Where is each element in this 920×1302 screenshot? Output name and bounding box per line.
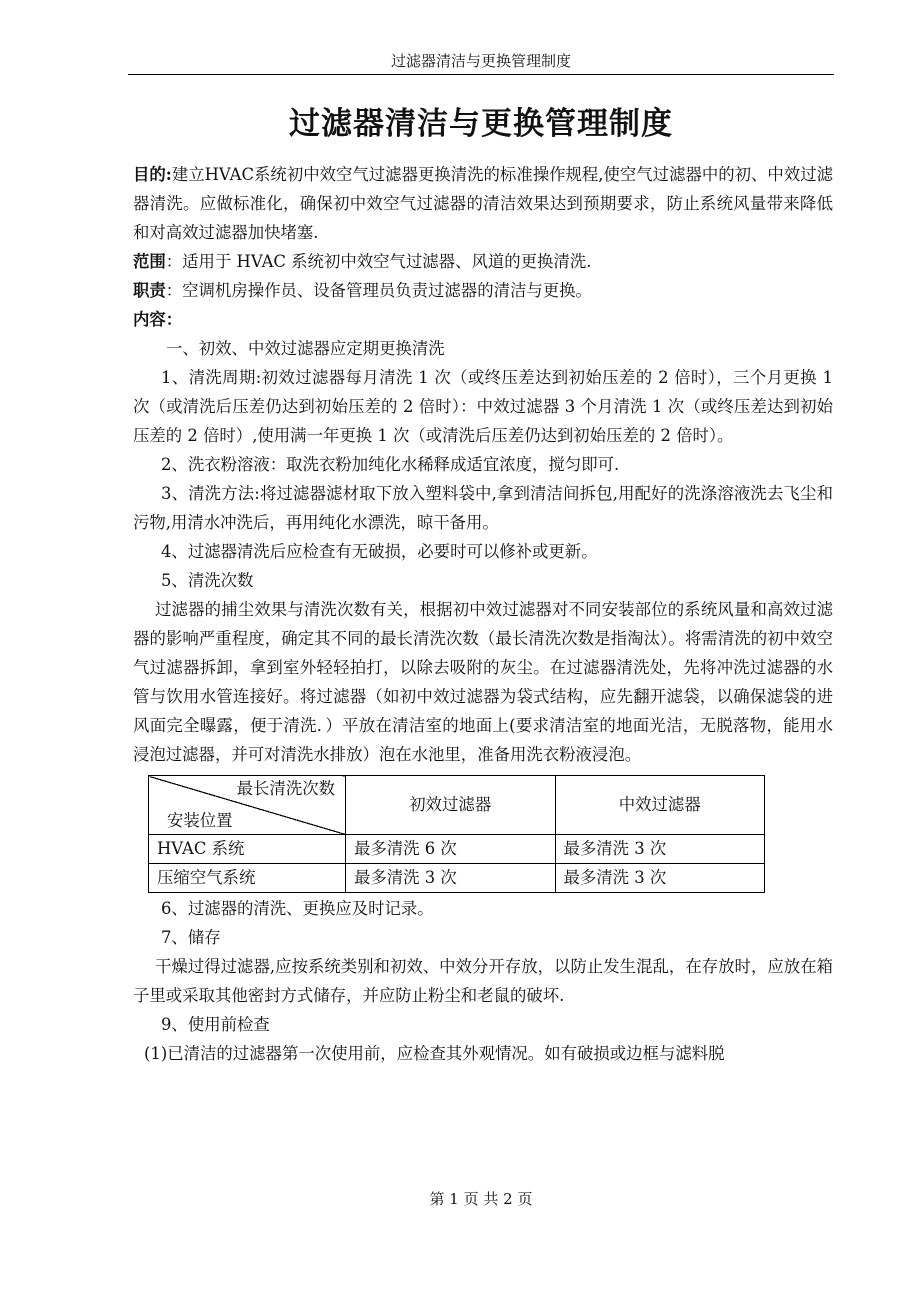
section-1-4: 4、过滤器清洗后应检查有无破损，必要时可以修补或更新。	[161, 542, 598, 561]
table-row	[149, 835, 765, 864]
purpose-text: 建立HVAC系统初中效空气过滤器更换清洗的标准操作规程,使空气过滤器中的初、中效过滤器清洗。应做标准化，确保初中效空气过滤器的清洁效果达到预期要求，防止系统风量带来降低和对高效过滤器加快堵塞.	[133, 165, 833, 242]
purpose-paragraph	[133, 160, 833, 247]
scope-paragraph	[133, 247, 833, 276]
table-col-medium: 中效过滤器	[555, 776, 765, 835]
content-label: 内容：	[133, 310, 183, 329]
table-corner-cell	[149, 776, 346, 835]
section-1-1: 1、清洗周期:初效过滤器每月清洗 1 次（或终压差达到初始压差的 2 倍时），三个月更换 1 次（或清洗后压差仍达到初始压差的 2 倍时）：中效过滤器 3 个月清洗 1 次（或终压差达到初始压差的 2 倍时）,使用满一年更换 1 次（或清洗后压差仍达到初始压差的 2 倍时）。	[133, 368, 833, 445]
duty-paragraph	[133, 276, 833, 305]
cleaning-count-table	[148, 775, 765, 893]
scope-text: ：适用于 HVAC 系统初中效空气过滤器、风道的更换清洗.	[165, 252, 592, 271]
page-footer: 第 1 页 共 2 页	[429, 1190, 533, 1208]
table-cell-location: 压缩空气系统	[149, 864, 346, 893]
scope-label: 范围	[133, 252, 166, 271]
table-cell-location: HVAC 系统	[149, 835, 346, 864]
section-1-6: 6、过滤器的清洗、更换应及时记录。	[161, 899, 434, 918]
document-body	[133, 160, 833, 1068]
table-cell-medium: 最多清洗 3 次	[555, 864, 765, 893]
purpose-label: 目的:	[133, 165, 172, 184]
table-cell-medium: 最多清洗 3 次	[555, 835, 765, 864]
section-1-heading: 一、初效、中效过滤器应定期更换清洗	[166, 339, 445, 358]
table-header-row	[149, 776, 765, 835]
section-1-3: 3、清洗方法:将过滤器滤材取下放入塑料袋中,拿到清洁间拆包,用配好的洗涤溶液洗去飞尘和污物,用清水冲洗后，再用纯化水漂洗，晾干备用。	[133, 484, 833, 532]
table-row	[149, 864, 765, 893]
duty-text: ：空调机房操作员、设备管理员负责过滤器的清洁与更换。	[165, 281, 592, 300]
document-title: 过滤器清洁与更换管理制度	[289, 106, 673, 142]
section-1-2: 2、洗衣粉溶液：取洗衣粉加纯化水稀释成适宜浓度，搅匀即可.	[161, 455, 620, 474]
table-cell-primary: 最多清洗 6 次	[346, 835, 556, 864]
section-1-5: 5、清洗次数	[161, 571, 254, 590]
section-1-7-text: 干燥过得过滤器,应按系统类别和初效、中效分开存放，以防止发生混乱，在存放时，应放在箱子里或采取其他密封方式储存，并应防止粉尘和老鼠的破坏.	[133, 957, 833, 1005]
section-1-9-1: (1)已清洁的过滤器第一次使用前，应检查其外观情况。如有破损或边框与滤料脱	[144, 1044, 725, 1063]
duty-label: 职责	[133, 281, 166, 300]
table-col-primary: 初效过滤器	[346, 776, 556, 835]
table-cell-primary: 最多清洗 3 次	[346, 864, 556, 893]
section-1-5-text: 过滤器的捕尘效果与清洗次数有关，根据初中效过滤器对不同安装部位的系统风量和高效过滤器的影响严重程度，确定其不同的最长清洗次数（最长清洗次数是指淘汰）。将需清洗的初中效空气过滤器拆卸，拿到室外轻轻拍打，以除去吸附的灰尘。在过滤器清洗处，先将冲洗过滤器的水管与饮用水管连接好。将过滤器（如初中效过滤器为袋式结构，应先翻开滤袋，以确保滤袋的进风面完全曝露，便于清洗．）平放在清洁室的地面上(要求清洁室的地面光洁，无脱落物，能用水浸泡过滤器，并可对清洗水排放）泡在水池里，准备用洗衣粉液浸泡。	[133, 600, 833, 764]
section-1-7: 7、储存	[161, 928, 221, 947]
corner-top-label: 最长清洗次数	[236, 779, 335, 798]
corner-bottom-label: 安装位置	[167, 811, 233, 830]
page-header: 过滤器清洁与更换管理制度	[128, 50, 834, 75]
section-1-9: 9、使用前检查	[161, 1015, 270, 1034]
